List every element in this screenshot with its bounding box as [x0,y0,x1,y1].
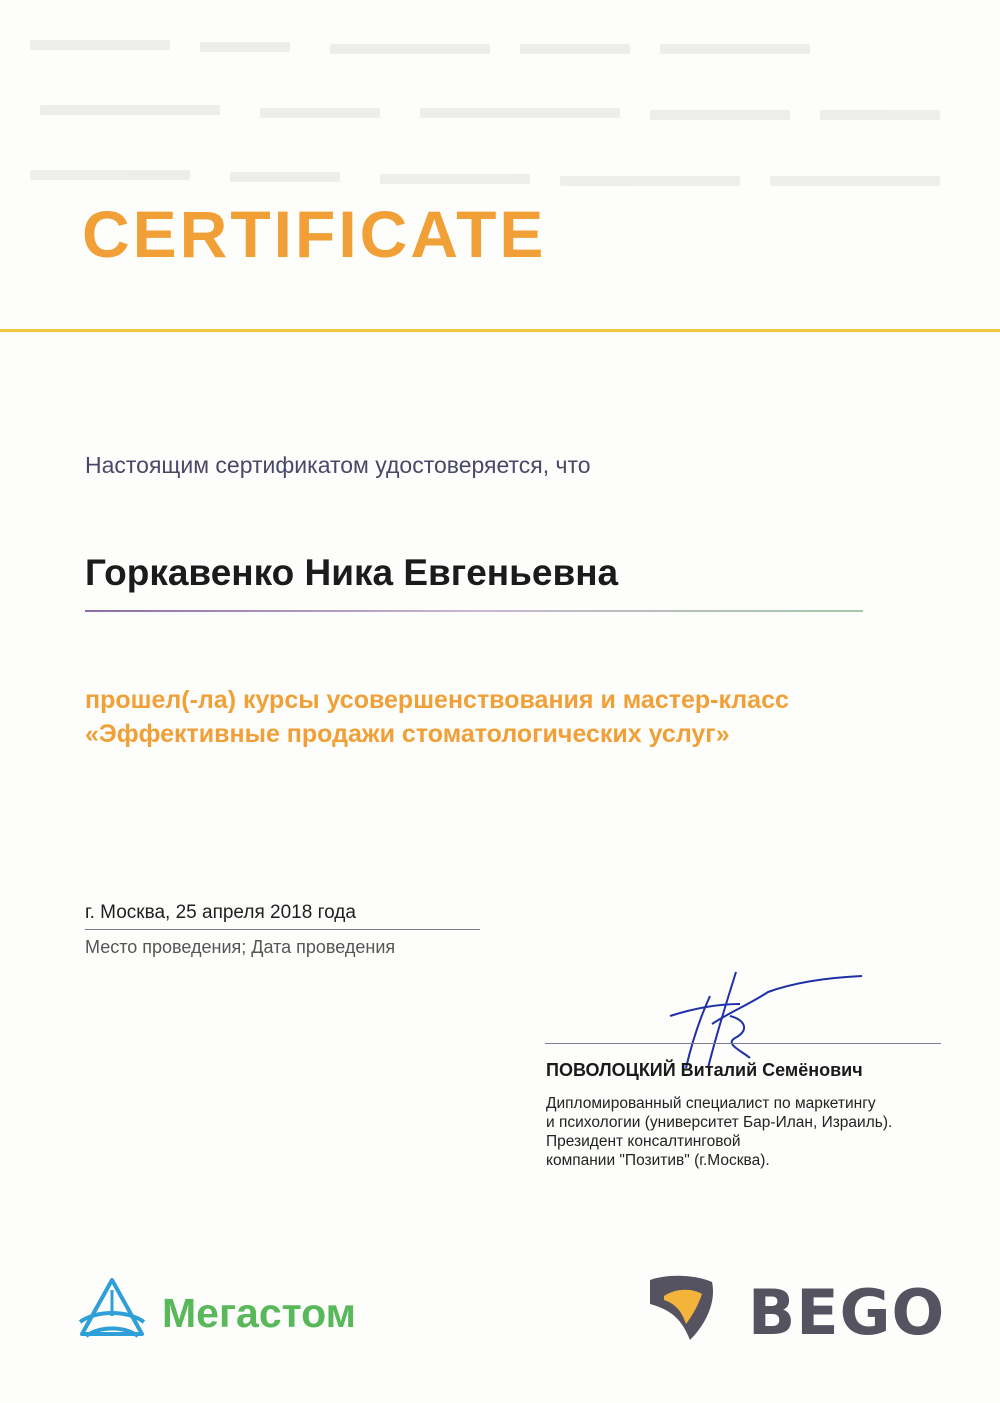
course-description [85,683,789,751]
bego-wordmark: BEGO [748,1276,946,1349]
signer-desc-line-3: Президент консалтинговой [546,1133,741,1150]
megastom-emblem-icon [76,1276,148,1342]
place-date-label: Место проведения; Дата проведения [85,937,396,957]
course-line-1: прошел(-ла) курсы усовершенствования и мастер-класс [85,686,789,714]
signer-desc-line-1: Дипломированный специалист по маркетингу [546,1095,876,1112]
megastom-wordmark: Мегастом [162,1290,357,1336]
name-underline [85,610,863,612]
signer-desc-line-2: и психологии (университет Бар-Илан, Израиль). [546,1114,893,1131]
signature-line [545,1043,941,1044]
place-date: г. Москва, 25 апреля 2018 года [85,902,356,923]
intro-text: Настоящим сертификатом удостоверяется, что [85,452,591,478]
header-divider [0,329,1000,332]
bego-emblem-icon [642,1270,718,1344]
recipient-name: Горкавенко Ника Евгеньевна [85,552,619,593]
signer-description [546,1094,892,1170]
signer-desc-line-4: компании "Позитив" (г.Москва). [546,1152,770,1169]
scan-bleed-through [0,20,1000,210]
bego-logo [642,1270,952,1350]
signer-name: ПОВОЛОЦКИЙ Виталий Семёнович [546,1060,863,1080]
course-line-2: «Эффективные продажи стоматологических услуг» [85,720,730,748]
certificate-title: CERTIFICATE [82,197,547,271]
place-date-underline [85,929,480,930]
megastom-logo [76,1276,406,1346]
